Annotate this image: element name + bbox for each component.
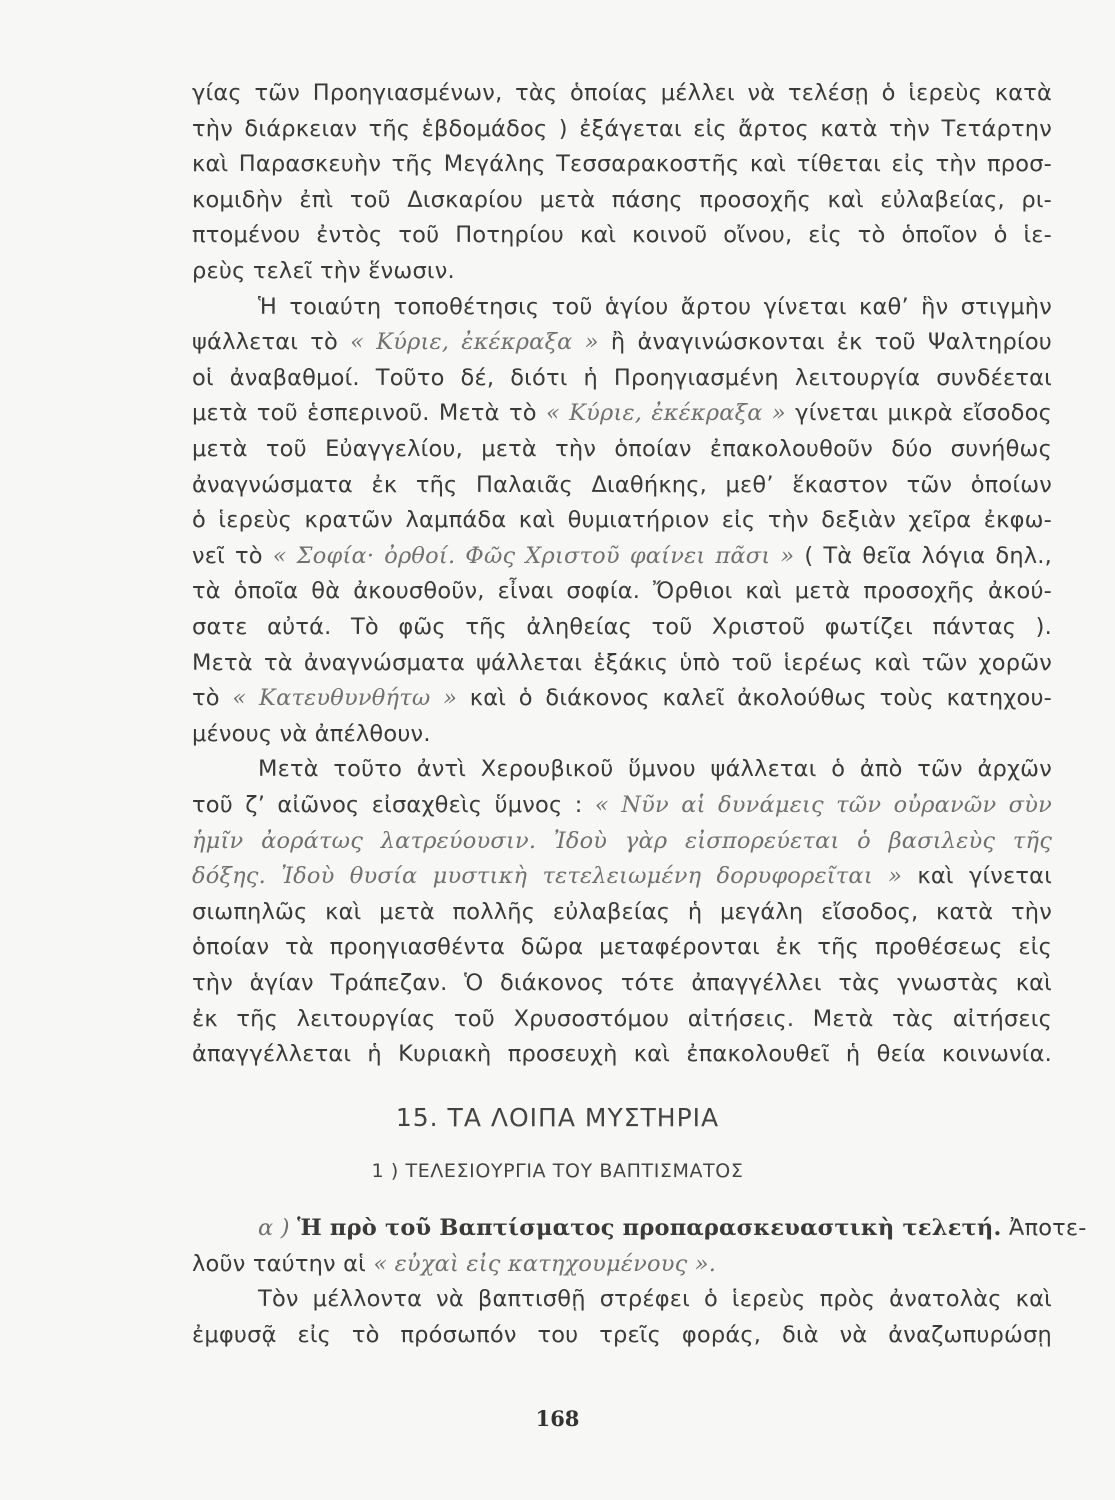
text-run: πτομένου ἐντὸς τοῦ Ποτηρίου καὶ κοινοῦ οἴνου, εἰς τὸ ὁποῖον ὁ ἱε- (192, 222, 1052, 249)
italic-quote: « Σοφία· ὀρθοί. Φῶς Χριστοῦ φαίνει πᾶσι » (272, 542, 795, 569)
text-line (192, 968, 1052, 998)
text-run: τὴν διάρκειαν τῆς ἑβδομάδος ) ἐξάγεται εἰς ἄρτος κατὰ τὴν Τετάρτην (192, 115, 1052, 142)
text-line (192, 149, 1052, 179)
text-run: ὁ ἱερεὺς κρατῶν λαμπάδα καὶ θυμιατήριον εἰς τὴν δεξιὰν χεῖρα ἐκφω- (192, 507, 1052, 534)
text-run: ἀναγνώσματα ἐκ τῆς Παλαιᾶς Διαθήκης, μεθ’ ἕκαστον τῶν ὁποίων (192, 471, 1052, 498)
section-heading: 15. ΤΑ ΛΟΙΠΑ ΜΥΣΤΗΡΙΑ (395, 1103, 720, 1132)
page-number: 168 (535, 1406, 580, 1431)
text-line (192, 434, 1052, 464)
italic-quote: « εὐχαὶ εἰς κατηχουμένους ». (373, 1250, 717, 1277)
text-run: τὴν ἁγίαν Τράπεζαν. Ὁ διάκονος τότε ἀπαγγέλλει τὰς γνωστὰς καὶ (192, 970, 1052, 996)
text-line (192, 1249, 1052, 1279)
text-line (258, 292, 1052, 322)
text-line (192, 1320, 1052, 1350)
text-run: σιωπηλῶς καὶ μετὰ πολλῆς εὐλαβείας ἡ μεγάλη εἴσοδος, κατὰ τὴν (192, 898, 1052, 925)
text-line (192, 719, 1052, 749)
italic-quote: « Κύριε, ἐκέκραξα » (350, 329, 599, 356)
text-run: Ἀποτε- (1001, 1215, 1087, 1241)
text-run: ἐμφυσᾷ εἰς τὸ πρόσωπόν του τρεῖς φοράς, διὰ νὰ ἀναζωπυρώσῃ (192, 1321, 1052, 1348)
bold-run: Ἡ πρὸ τοῦ Βαπτίσματος προπαρασκευαστικὴ τελετή. (297, 1215, 1002, 1241)
text-line (192, 185, 1052, 215)
text-line (192, 648, 1052, 678)
text-line (192, 78, 1052, 108)
text-run: ὁποίαν τὰ προηγιασθέντα δῶρα μεταφέρονται ἐκ τῆς προθέσεως εἰς (192, 934, 1052, 961)
text-line (192, 1004, 1052, 1034)
text-run: τὸ (192, 685, 233, 712)
italic-quote: « Νῦν αἱ δυνάμεις τῶν οὐρανῶν σὺν (594, 792, 1052, 818)
text-run: λοῦν ταύτην αἱ (192, 1250, 374, 1277)
text-line (192, 826, 1052, 856)
text-line (192, 861, 1052, 891)
text-run: τοῦ ζ’ αἰῶνος εἰσαχθεὶς ὕμνος : (192, 792, 595, 818)
italic-quote: α ) (258, 1215, 298, 1241)
text-run: ψάλλεται τὸ (192, 329, 351, 356)
text-line (258, 754, 1052, 784)
italic-quote: ἡμῖν ἀοράτως λατρεύουσιν. Ἰδοὺ γὰρ εἰσπορεύεται ὁ βασιλεὺς τῆς (192, 827, 1052, 854)
text-run: ρεὺς τελεῖ τὴν ἕνωσιν. (192, 258, 455, 284)
text-run: ἀπαγγέλλεται ἡ Κυριακὴ προσευχὴ καὶ ἐπακολουθεῖ ἡ θεία κοινωνία. (192, 1041, 1052, 1068)
text-line (192, 363, 1052, 393)
text-line (192, 470, 1052, 500)
text-run: καὶ ὁ διάκονος καλεῖ ἀκολούθως τοὺς κατηχου- (457, 685, 1052, 712)
text-line (258, 1284, 1052, 1314)
text-run: Μετὰ τὰ ἀναγνώσματα ψάλλεται ἑξάκις ὑπὸ τοῦ ἱερέως καὶ τῶν χορῶν (192, 649, 1052, 676)
text-run: Μετὰ τοῦτο ἀντὶ Χερουβικοῦ ὕμνου ψάλλεται ὁ ἀπὸ τῶν ἀρχῶν (258, 756, 1052, 783)
text-run: ἢ ἀναγινώσκονται ἐκ τοῦ Ψαλτηρίου (598, 329, 1052, 356)
text-line (192, 220, 1052, 250)
text-line (192, 256, 1052, 286)
text-line (192, 541, 1052, 571)
text-run: γίνεται μικρὰ εἴσοδος (785, 400, 1053, 427)
text-line (192, 612, 1052, 642)
text-line (192, 1039, 1052, 1069)
text-run: νεῖ τὸ (192, 542, 273, 569)
text-run: Τὸν μέλλοντα νὰ βαπτισθῇ στρέφει ὁ ἱερεὺς πρὸς ἀνατολὰς καὶ (258, 1286, 1052, 1313)
text-line (192, 576, 1052, 606)
text-line (192, 897, 1052, 927)
text-line (258, 1213, 1087, 1243)
text-run: μένους νὰ ἀπέλθουν. (192, 720, 431, 747)
text-run: οἱ ἀναβαθμοί. Τοῦτο δέ, διότι ἡ Προηγιασμένη λειτουργία συνδέεται (192, 364, 1052, 391)
italic-quote: « Κατευθυνθήτω » (232, 685, 458, 712)
text-run: καὶ Παρασκευὴν τῆς Μεγάλης Τεσσαρακοστῆς καὶ τίθεται εἰς τὴν προσ- (192, 151, 1052, 178)
text-run: τὰ ὁποῖα θὰ ἀκουσθοῦν, εἶναι σοφία. Ὄρθιοι καὶ μετὰ προσοχῆς ἀκού- (192, 578, 1052, 605)
italic-quote: δόξης. Ἰδοὺ θυσία μυστικὴ τετελειωμένη δορυφορεῖται » (192, 863, 903, 890)
text-run: ἐκ τῆς λειτουργίας τοῦ Χρυσοστόμου αἰτήσεις. Μετὰ τὰς αἰτήσεις (192, 1005, 1052, 1032)
italic-quote: « Κύριε, ἐκέκραξα » (545, 400, 786, 427)
text-run: γίας τῶν Προηγιασμένων, τὰς ὁποίας μέλλει νὰ τελέσῃ ὁ ἱερεὺς κατὰ (192, 80, 1052, 106)
text-line (192, 114, 1052, 144)
text-run: ( Τὰ θεῖα λόγια δηλ., (794, 542, 1053, 569)
text-line (192, 505, 1052, 535)
text-line (192, 932, 1052, 962)
text-run: μετὰ τοῦ ἑσπερινοῦ. Μετὰ τὸ (192, 400, 546, 427)
text-run: καὶ γίνεται (902, 863, 1053, 890)
text-line (192, 683, 1052, 713)
text-line (192, 790, 1052, 820)
text-run: μετὰ τοῦ Εὐαγγελίου, μετὰ τὴν ὁποίαν ἐπακολουθοῦν δύο συνήθως (192, 436, 1052, 462)
text-line (192, 327, 1052, 357)
subsection-heading: 1 ) ΤΕΛΕΣΙΟΥΡΓΙΑ ΤΟΥ ΒΑΠΤΙΣΜΑΤΟΣ (371, 1160, 744, 1182)
text-run: κομιδὴν ἐπὶ τοῦ Δισκαρίου μετὰ πάσης προσοχῆς καὶ εὐλαβείας, ρι- (192, 186, 1052, 213)
text-run: Ἡ τοιαύτη τοποθέτησις τοῦ ἁγίου ἄρτου γίνεται καθ’ ἣν στιγμὴν (258, 293, 1052, 320)
text-line (192, 398, 1052, 428)
text-run: σατε αὐτά. Τὸ φῶς τῆς ἀληθείας τοῦ Χριστοῦ φωτίζει πάντας ). (192, 614, 1052, 640)
